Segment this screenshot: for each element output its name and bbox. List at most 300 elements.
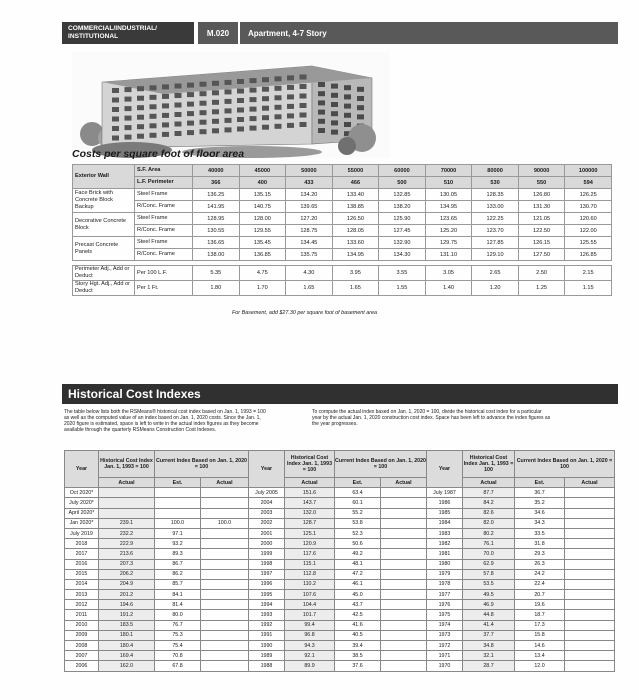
window [150,114,157,119]
current-actual-cell [201,630,249,640]
historical-cell: 57.8 [463,569,515,579]
adjustment-cell: 3.55 [379,266,426,281]
year-cell: 1978 [427,579,463,589]
window [300,94,307,99]
current-actual-cell [565,569,615,579]
historical-row [65,590,249,600]
historical-cell: 62.9 [463,559,515,569]
historical-row [427,569,615,579]
cost-cell: 129.75 [425,237,472,249]
year-cell: 1994 [249,600,285,610]
window [287,123,294,128]
year-cell: 1976 [427,600,463,610]
window [112,98,119,103]
cost-cell: 126.15 [518,237,565,249]
cost-cell: 133.60 [332,237,379,249]
window [250,88,257,93]
lf-perimeter-cell: 550 [518,177,565,189]
historical-row [427,498,615,508]
historical-intro-left: The table below lists both the RSMeans® historical cost index based on Jan. 1, 1993 = 100 as well as the computed value of an index based on Jan. 1, 2020 costs. Since the Jan. 1, 2020 figure is estimated, space is left to write in the actual index figures as they become available through the quarterly RSMeans Construction Cost Indexes. [64,409,266,433]
current-est-cell: 97.1 [155,528,201,538]
current-est-cell: 17.3 [515,620,565,630]
current-index-header: Current Index Based on Jan. 1, 2020 = 100 [155,451,249,478]
historical-row [65,651,249,661]
historical-row [249,610,427,620]
cost-cell: 134.95 [425,201,472,213]
historical-row [249,600,427,610]
window [162,122,169,127]
cost-cell: 135.15 [239,189,286,201]
historical-row [65,549,249,559]
historical-cell: 104.4 [285,600,335,610]
historical-cell: 128.7 [285,518,335,528]
current-actual-cell [381,508,427,518]
cost-cell: 126.25 [565,189,612,201]
cost-row [73,249,612,261]
adjustment-unit: Per 100 L.F. [135,266,193,281]
historical-cell: 191.2 [99,610,155,620]
current-est-cell: 53.8 [335,518,381,528]
window [287,94,294,99]
historical-cell: 28.7 [463,661,515,671]
window [137,124,144,129]
year-cell: 2013 [65,590,99,600]
window [318,128,325,133]
lf-perimeter-cell: 510 [425,177,472,189]
historical-row [427,559,615,569]
window [125,125,132,130]
historical-cell [99,508,155,518]
window [187,111,194,116]
cost-cell: 129.55 [239,225,286,237]
historical-row [249,528,427,538]
historical-index-table-3 [426,450,615,672]
cost-cell: 127.20 [286,213,333,225]
year-cell: 2014 [65,579,99,589]
historical-cell: 84.2 [463,498,515,508]
lf-perimeter-cell: 400 [239,177,286,189]
adjustment-cell: 1.25 [518,281,565,296]
historical-row [427,651,615,661]
sf-area-cell: 55000 [332,165,379,177]
window [175,112,182,117]
adjustment-cell: 1.80 [193,281,240,296]
cost-cell: 128.00 [239,213,286,225]
year-cell: 2018 [65,539,99,549]
cost-cell: 131.30 [518,201,565,213]
window [237,98,244,103]
window [262,96,269,101]
window [237,79,244,84]
current-actual-cell [381,641,427,651]
sf-area-label: S.F. Area [135,165,193,177]
historical-cell [99,498,155,508]
window [137,96,144,101]
current-actual-cell [565,620,615,630]
exterior-wall-type: Decorative Concrete Block [73,213,135,237]
year-cell: 1973 [427,630,463,640]
current-est-cell: 49.2 [335,549,381,559]
window [344,113,351,118]
adjustment-row [73,281,612,296]
window [357,114,364,119]
historical-row [427,630,615,640]
window [262,115,269,120]
lf-perimeter-label: L.F. Perimeter [135,177,193,189]
cost-row [73,225,612,237]
window [225,108,232,113]
current-index-header: Current Index Based on Jan. 1, 2020 = 100 [515,451,615,478]
adjustment-cell: 1.65 [286,281,333,296]
window [250,97,257,102]
cost-cell: 134.45 [286,237,333,249]
year-cell: 2012 [65,600,99,610]
cost-cell: 132.85 [379,189,426,201]
window [287,85,294,90]
year-cell: 2008 [65,641,99,651]
apartment-building-illustration [72,52,390,158]
year-cell: 1989 [249,651,285,661]
current-actual-cell [381,600,427,610]
current-actual-cell [565,600,615,610]
window [200,101,207,106]
window [225,80,232,85]
historical-index-table-2 [248,450,427,672]
lf-perimeter-cell: 433 [286,177,333,189]
window [318,110,325,115]
cost-cell: 140.75 [239,201,286,213]
historical-index-header: Historical Cost Index Jan. 1, 1993 = 100 [285,451,335,478]
year-cell: 1972 [427,641,463,651]
window [344,104,351,109]
window [212,119,219,124]
year-cell: 1982 [427,539,463,549]
window [200,91,207,96]
historical-cell: 194.6 [99,600,155,610]
historical-row [249,569,427,579]
window [187,83,194,88]
cost-cell: 136.85 [239,249,286,261]
current-actual-cell [565,641,615,651]
window [162,132,169,137]
current-est-cell: 75.3 [155,630,201,640]
current-actual-cell [381,661,427,671]
cost-cell: 130.70 [565,201,612,213]
costs-section-title: Costs per square foot of floor area [72,148,245,160]
historical-row [65,488,249,498]
historical-cell: 162.0 [99,661,155,671]
historical-header-row [427,451,615,478]
year-cell: 2016 [65,559,99,569]
historical-row [65,641,249,651]
historical-row [427,539,615,549]
historical-index-header: Historical Cost Index Jan. 1, 1993 = 100 [99,451,155,478]
cost-cell: 138.20 [379,201,426,213]
year-cell: 1977 [427,590,463,600]
current-est-cell: 48.1 [335,559,381,569]
window [112,117,119,122]
window [125,106,132,111]
frame-type: R/Conc. Frame [135,201,193,213]
year-cell: July 2019 [65,528,99,538]
current-est-cell: 29.3 [515,549,565,559]
adjustment-cell: 5.35 [193,266,240,281]
current-actual-cell [201,488,249,498]
window [175,131,182,136]
current-est-cell: 34.3 [515,518,565,528]
year-cell: 2010 [65,620,99,630]
historical-cell: 70.0 [463,549,515,559]
cost-cell: 133.00 [472,201,519,213]
current-est-cell: 46.1 [335,579,381,589]
adjustment-label: Story Hgt. Adj., Add or Deduct [73,281,135,296]
cost-cell: 130.05 [425,189,472,201]
window [318,119,325,124]
year-cell: 1998 [249,559,285,569]
current-actual-cell [381,590,427,600]
historical-cell: 94.3 [285,641,335,651]
historical-row [249,661,427,671]
year-header: Year [65,451,99,488]
current-est-cell: 13.4 [515,651,565,661]
current-actual-cell [565,539,615,549]
historical-cell: 213.6 [99,549,155,559]
window [137,134,144,139]
window [187,92,194,97]
adjustment-cell: 4.75 [239,266,286,281]
current-est-cell: 70.8 [155,651,201,661]
current-est-cell: 24.2 [515,569,565,579]
historical-row [249,651,427,661]
current-actual-cell [565,559,615,569]
historical-cell: 207.3 [99,559,155,569]
current-actual-cell [381,518,427,528]
current-actual-cell [565,488,615,498]
current-actual-cell [565,590,615,600]
cost-cell: 138.85 [332,201,379,213]
year-cell: Oct 2020* [65,488,99,498]
historical-cell: 206.2 [99,569,155,579]
historical-cell: 125.1 [285,528,335,538]
current-actual-cell [565,518,615,528]
year-cell: 2011 [65,610,99,620]
current-est-cell: 39.4 [335,641,381,651]
current-index-header: Current Index Based on Jan. 1, 2020 = 100 [335,451,427,478]
actual-header: Actual [565,478,615,488]
historical-section-title: Historical Cost Indexes [62,384,618,404]
current-actual-cell [201,600,249,610]
lf-perimeter-cell: 530 [472,177,519,189]
current-est-cell: 36.7 [515,488,565,498]
window [262,106,269,111]
window [250,126,257,131]
sf-area-cell: 100000 [565,165,612,177]
window [331,120,338,125]
cost-cell: 123.65 [425,213,472,225]
current-actual-cell [565,498,615,508]
current-actual-cell [565,610,615,620]
current-est-cell: 33.5 [515,528,565,538]
est-header: Est. [335,478,381,488]
year-cell: 1975 [427,610,463,620]
year-cell: 1997 [249,569,285,579]
window [112,107,119,112]
adjustment-label: Perimeter Adj., Add or Deduct [73,266,135,281]
current-est-cell: 35.2 [515,498,565,508]
current-actual-cell [201,641,249,651]
current-actual-cell [201,498,249,508]
historical-index-header: Historical Cost Index Jan. 1, 1993 = 100 [463,451,515,478]
window [200,110,207,115]
historical-index-table-1 [64,450,249,672]
current-est-cell: 67.8 [155,661,201,671]
historical-cell: 37.7 [463,630,515,640]
window [200,82,207,87]
window [300,113,307,118]
cost-cell: 128.05 [332,225,379,237]
window [225,118,232,123]
current-actual-cell [201,651,249,661]
window [162,103,169,108]
historical-cell: 222.9 [99,539,155,549]
exterior-wall-type: Precast Concrete Panels [73,237,135,261]
exterior-wall-type: Face Brick with Concrete Block Backup [73,189,135,213]
historical-row [427,661,615,671]
window [187,121,194,126]
window [125,135,132,140]
cost-cell: 126.85 [565,249,612,261]
window [137,115,144,120]
current-actual-cell [381,549,427,559]
adjustment-cell: 1.65 [332,281,379,296]
window [150,95,157,100]
historical-row [427,528,615,538]
window [262,125,269,130]
current-actual-cell [381,539,427,549]
current-est-cell: 93.2 [155,539,201,549]
cost-cell: 136.65 [193,237,240,249]
historical-row [249,508,427,518]
current-est-cell: 89.3 [155,549,201,559]
cost-cell: 134.20 [286,189,333,201]
sf-area-cell: 50000 [286,165,333,177]
cost-cell: 139.65 [286,201,333,213]
window [275,76,282,81]
current-est-cell: 42.5 [335,610,381,620]
historical-cell: 41.4 [463,620,515,630]
historical-cell: 117.6 [285,549,335,559]
year-cell: April 2020* [65,508,99,518]
year-cell: 1988 [249,661,285,671]
window [225,127,232,132]
historical-cell: 101.7 [285,610,335,620]
historical-cell: 239.1 [99,518,155,528]
cost-cell: 126.50 [332,213,379,225]
year-header: Year [427,451,463,488]
current-est-cell: 55.2 [335,508,381,518]
historical-cell: 120.9 [285,539,335,549]
historical-row [65,539,249,549]
window [112,88,119,93]
window [125,116,132,121]
cost-cell: 136.25 [193,189,240,201]
window [125,97,132,102]
current-est-cell: 40.5 [335,630,381,640]
year-cell: 1983 [427,528,463,538]
sf-area-cell: 40000 [193,165,240,177]
current-actual-cell [381,620,427,630]
historical-row [65,569,249,579]
window [275,95,282,100]
current-actual-cell: 100.0 [201,518,249,528]
year-cell: July 1987 [427,488,463,498]
historical-row [249,539,427,549]
historical-row [65,518,249,528]
cost-cell: 128.35 [472,189,519,201]
year-cell: 1979 [427,569,463,579]
historical-cell: 53.5 [463,579,515,589]
cost-cell: 135.75 [286,249,333,261]
window [300,84,307,89]
historical-cell: 92.1 [285,651,335,661]
historical-row [249,641,427,651]
historical-cell: 96.8 [285,630,335,640]
window [225,99,232,104]
current-actual-cell [201,508,249,518]
historical-row [65,630,249,640]
year-cell: 2004 [249,498,285,508]
current-est-cell: 45.0 [335,590,381,600]
current-actual-cell [201,590,249,600]
window [287,104,294,109]
historical-row [249,630,427,640]
cost-cell: 128.95 [193,213,240,225]
category-label: COMMERCIAL/INDUSTRIAL/ INSTITUTIONAL [62,22,194,44]
window [262,77,269,82]
window [250,107,257,112]
current-actual-cell [201,559,249,569]
frame-type: Steel Frame [135,189,193,201]
current-est-cell [155,508,201,518]
current-est-cell: 38.5 [335,651,381,661]
adjustment-cell: 2.50 [518,266,565,281]
window [357,87,364,92]
historical-row [249,549,427,559]
historical-row [427,518,615,528]
current-actual-cell [565,661,615,671]
window [331,102,338,107]
historical-cell: 143.7 [285,498,335,508]
year-cell: Jan 2020* [65,518,99,528]
historical-cell [99,488,155,498]
cost-cell: 121.05 [518,213,565,225]
cost-row [73,213,612,225]
current-est-cell: 85.7 [155,579,201,589]
current-est-cell: 41.6 [335,620,381,630]
historical-cell: 76.1 [463,539,515,549]
adjustment-cell: 4.30 [286,266,333,281]
frame-type: Steel Frame [135,213,193,225]
window [200,120,207,125]
current-est-cell [155,498,201,508]
window [212,109,219,114]
historical-header-row [249,451,427,478]
window [187,102,194,107]
current-est-cell [155,488,201,498]
historical-row [249,498,427,508]
current-est-cell: 81.4 [155,600,201,610]
frame-type: R/Conc. Frame [135,225,193,237]
